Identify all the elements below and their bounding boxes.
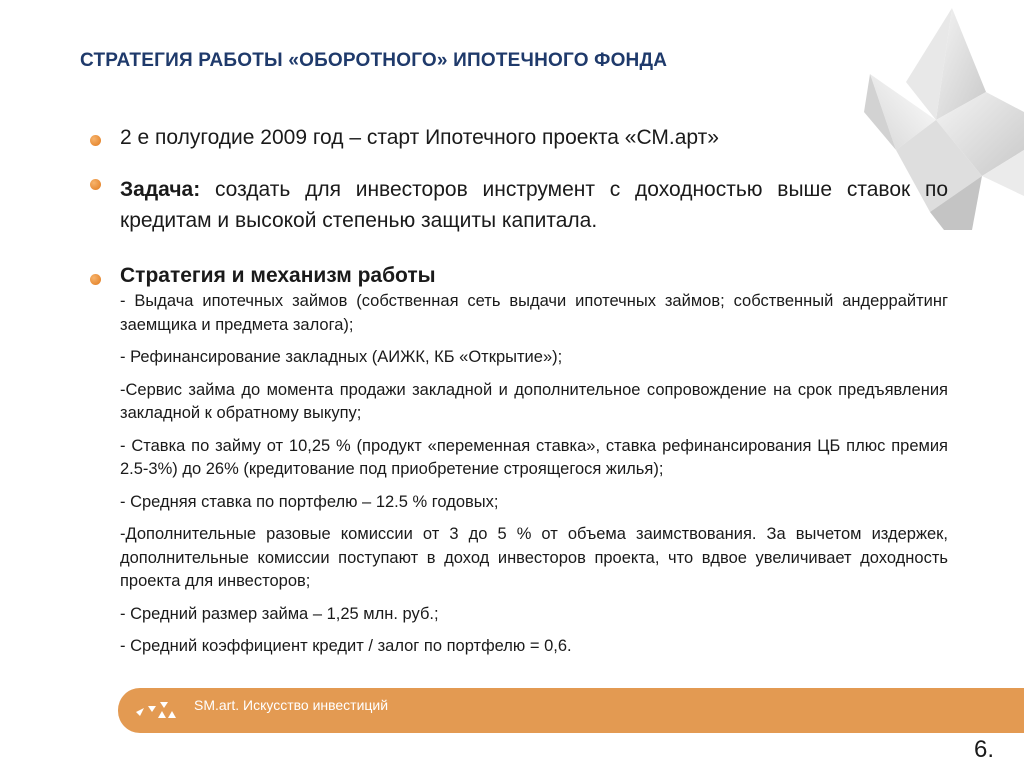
content-area [88, 124, 948, 668]
task-text: создать для инвесторов инструмент с доходностью выше ставок по кредитам и высокой степенью защиты капитала. [120, 178, 948, 232]
strategy-item: - Средний размер займа – 1,25 млн. руб.; [120, 604, 439, 623]
footer-band [118, 688, 1024, 733]
page-title: СТРАТЕГИЯ РАБОТЫ «ОБОРОТНОГО» ИПОТЕЧНОГО ФОНДА [80, 50, 668, 71]
strategy-item: - Выдача ипотечных займов (собственная сеть выдачи ипотечных займов; собственный андеррайтинг заемщика и предмета залога); [120, 292, 948, 334]
bullet-task [88, 174, 948, 236]
strategy-item: - Ставка по займу от 10,25 % (продукт «переменная ставка», ставка рефинансирования ЦБ плюс премия 2.5-3%) до 26% (кредитование под приобретение строящегося жилья); [120, 436, 948, 478]
strategy-item: - Рефинансирование закладных (АИЖК, КБ «Открытие»); [120, 348, 563, 366]
bullet-project-start [88, 124, 948, 152]
orange-dot-icon [90, 274, 101, 285]
strategy-heading: Стратегия и механизм работы [120, 264, 436, 287]
strategy-item: - Средний коэффициент кредит / залог по портфелю = 0,6. [120, 637, 572, 655]
orange-dot-icon [90, 179, 101, 190]
task-label: Задача: [120, 178, 201, 201]
arrows-logo-icon [134, 698, 178, 720]
bullet-strategy [88, 262, 948, 659]
page-number: 6. [973, 736, 994, 763]
bullet-text: 2 е полугодие 2009 год – старт Ипотечного проекта «СМ.арт» [120, 126, 719, 149]
strategy-item: - Средняя ставка по портфелю – 12.5 % годовых; [120, 492, 499, 511]
footer-text: SM.art. Искусство инвестиций [194, 697, 389, 713]
orange-dot-icon [90, 135, 101, 146]
strategy-item: -Сервис займа до момента продажи закладной и дополнительное сопровождение на срок предъявления закладной к обратному выкупу; [120, 380, 948, 422]
strategy-item: -Дополнительные разовые комиссии от 3 до 5 % от объема заимствования. За вычетом издержек, дополнительные комиссии поступают в доход инвесторов проекта, что вдвое увеличивает доходность проекта для инвесторов; [120, 525, 948, 590]
